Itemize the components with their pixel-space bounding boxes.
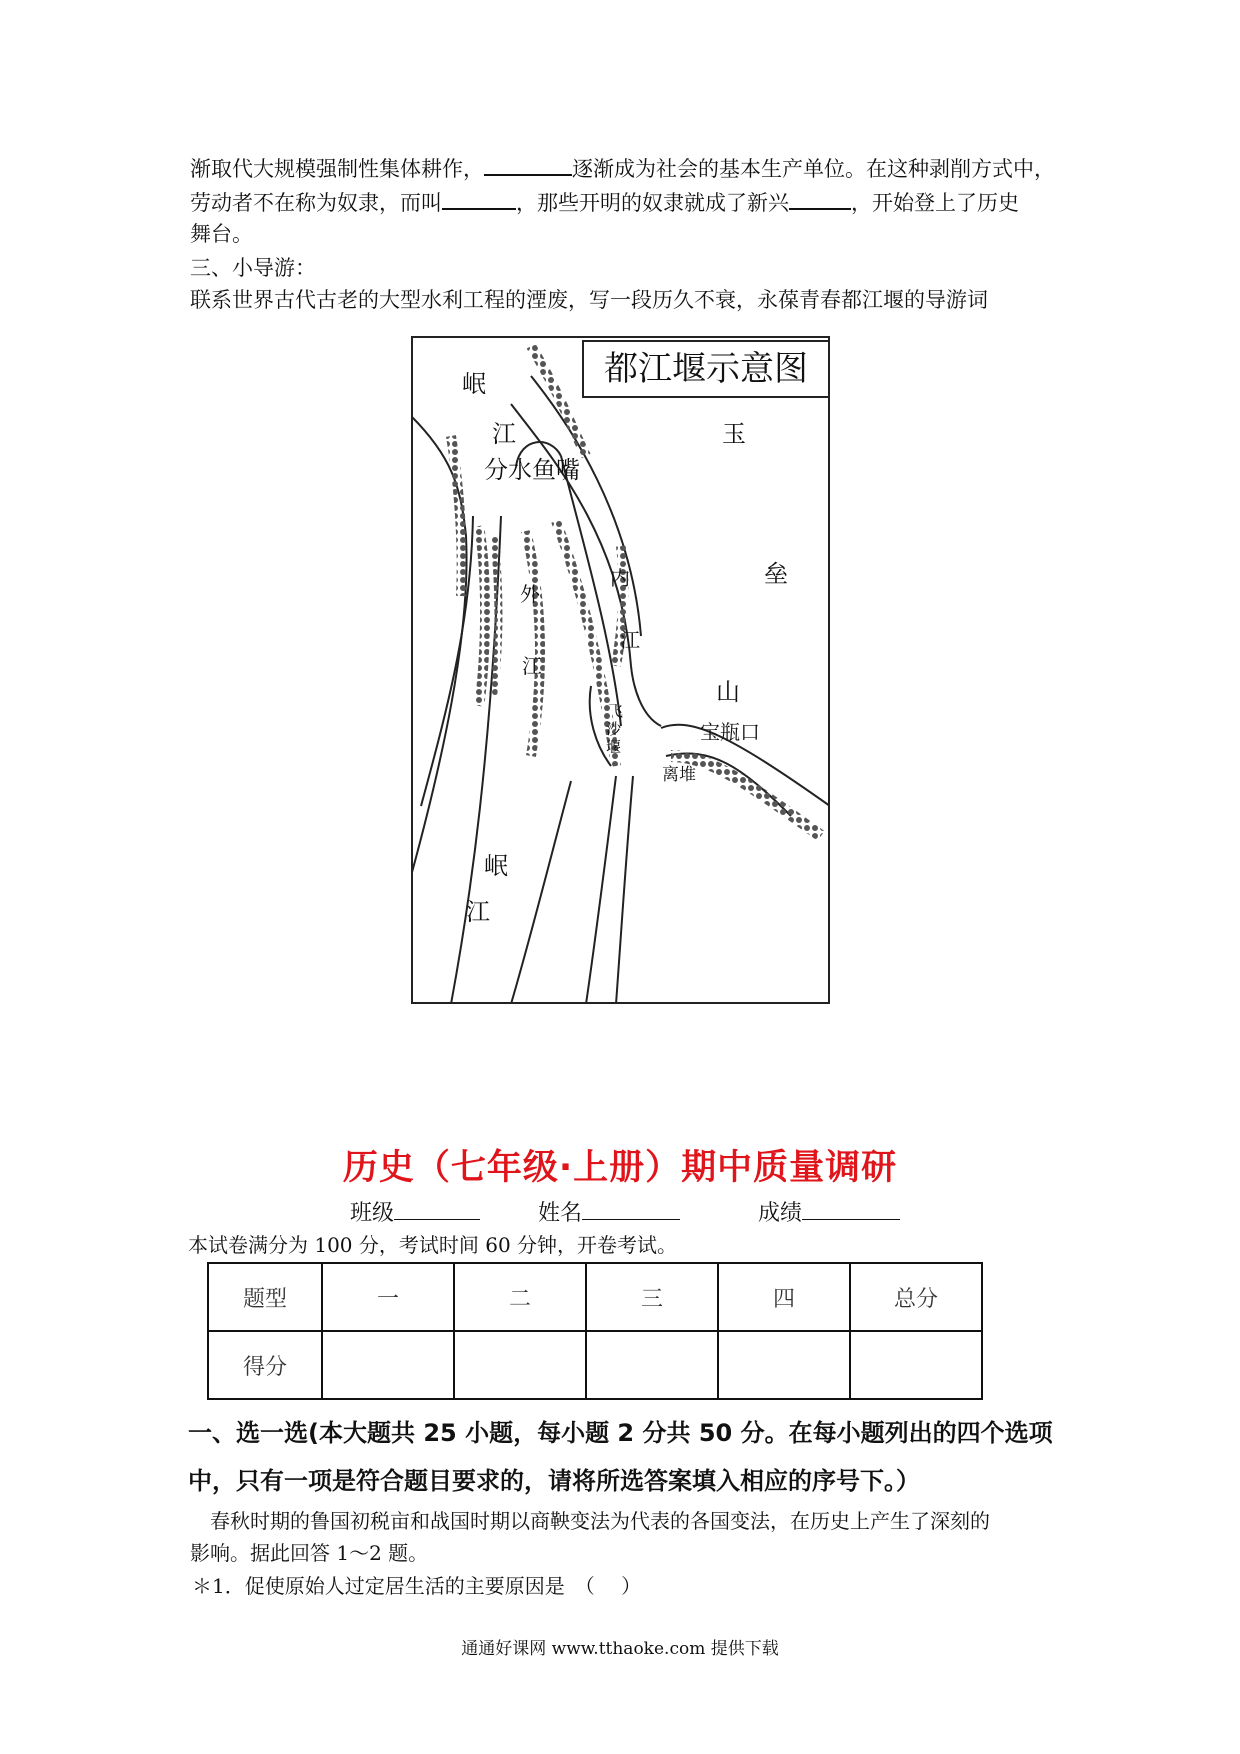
map-label: 堰: [606, 738, 622, 756]
map-label: 内: [610, 566, 630, 590]
text-segment: 劳动者不在称为奴隶，而叫: [190, 191, 442, 215]
map-title: 都江堰示意图: [582, 340, 830, 398]
table-header-cell: 一: [322, 1263, 454, 1331]
class-field: [350, 1196, 480, 1227]
table-header-cell: 四: [718, 1263, 850, 1331]
map-label: 宝瓶口: [700, 720, 760, 744]
table-row: [208, 1331, 982, 1399]
score-table: [207, 1262, 983, 1400]
fill-blank[interactable]: [789, 186, 851, 210]
section3-prompt: 联系世界古代古老的大型水利工程的湮废，写一段历久不衰，永葆青春都江堰的导游词: [190, 288, 988, 312]
score-field: [758, 1196, 900, 1227]
map-label: 江: [466, 898, 490, 926]
exam-intro: 本试卷满分为 100 分，考试时间 60 分钟，开卷考试。: [188, 1233, 678, 1257]
text-segment: ，那些开明的奴隶就成了新兴: [516, 191, 789, 215]
text-segment: 渐取代大规模强制性集体耕作，: [190, 157, 484, 181]
text-line-1: [190, 152, 1055, 184]
map-label: 离堆: [662, 765, 696, 785]
text-segment: ，开始登上了历史: [851, 191, 1019, 215]
map-label: 玉: [722, 420, 746, 448]
map-label: 岷: [462, 370, 486, 398]
map-label: 外: [520, 582, 540, 606]
text-segment: 逐渐成为社会的基本生产单位。在这种剥削方式中，: [572, 157, 1055, 181]
footer: 通通好课网 www.tthaoke.com 提供下载: [461, 1639, 779, 1659]
table-header-cell: 总分: [850, 1263, 982, 1331]
text-line-2: [190, 186, 1019, 218]
score-input[interactable]: [802, 1197, 900, 1220]
exam-title: 历史（七年级·上册）期中质量调研: [342, 1148, 898, 1188]
paragraph-line-2: 影响。据此回答 1～2 题。: [190, 1541, 429, 1565]
map-label: 垒: [764, 560, 788, 588]
map-label: 沙: [606, 720, 622, 738]
map-label: 江: [620, 628, 640, 652]
table-row: [208, 1263, 982, 1331]
section1-heading-line2: 中，只有一项是符合题目要求的，请将所选答案填入相应的序号下。）: [188, 1467, 920, 1495]
map-label: 江: [492, 420, 516, 448]
fill-blank[interactable]: [442, 186, 516, 210]
map-label: 飞: [608, 702, 624, 720]
table-header-cell: 二: [454, 1263, 586, 1331]
table-row-label: 得分: [208, 1331, 322, 1399]
text-line-3: 舞台。: [190, 222, 253, 246]
class-label: 班级: [350, 1201, 395, 1226]
score-cell[interactable]: [718, 1331, 850, 1399]
class-input[interactable]: [394, 1197, 480, 1220]
score-cell[interactable]: [586, 1331, 718, 1399]
name-label: 姓名: [538, 1201, 583, 1226]
map-label: 山: [716, 678, 740, 706]
name-input[interactable]: [582, 1197, 680, 1220]
section1-heading-line1: 一、选一选(本大题共 25 小题，每小题 2 分共 50 分。在每小题列出的四个选项: [188, 1419, 1053, 1447]
paragraph-line-1: 春秋时期的鲁国初税亩和战国时期以商鞅变法为代表的各国变法，在历史上产生了深刻的: [210, 1509, 990, 1533]
section3-heading: 三、小导游：: [190, 256, 316, 280]
map-label: 分水鱼嘴: [484, 456, 580, 484]
question-1: ＊1．促使原始人过定居生活的主要原因是 （ ）: [192, 1574, 642, 1598]
score-label: 成绩: [758, 1201, 803, 1226]
map-label: 江: [522, 654, 542, 678]
fill-blank[interactable]: [484, 152, 572, 176]
table-header-cell: 三: [586, 1263, 718, 1331]
score-cell[interactable]: [850, 1331, 982, 1399]
table-header-cell: 题型: [208, 1263, 322, 1331]
score-cell[interactable]: [322, 1331, 454, 1399]
map-label: 岷: [484, 852, 508, 880]
score-cell[interactable]: [454, 1331, 586, 1399]
name-field: [538, 1196, 680, 1227]
